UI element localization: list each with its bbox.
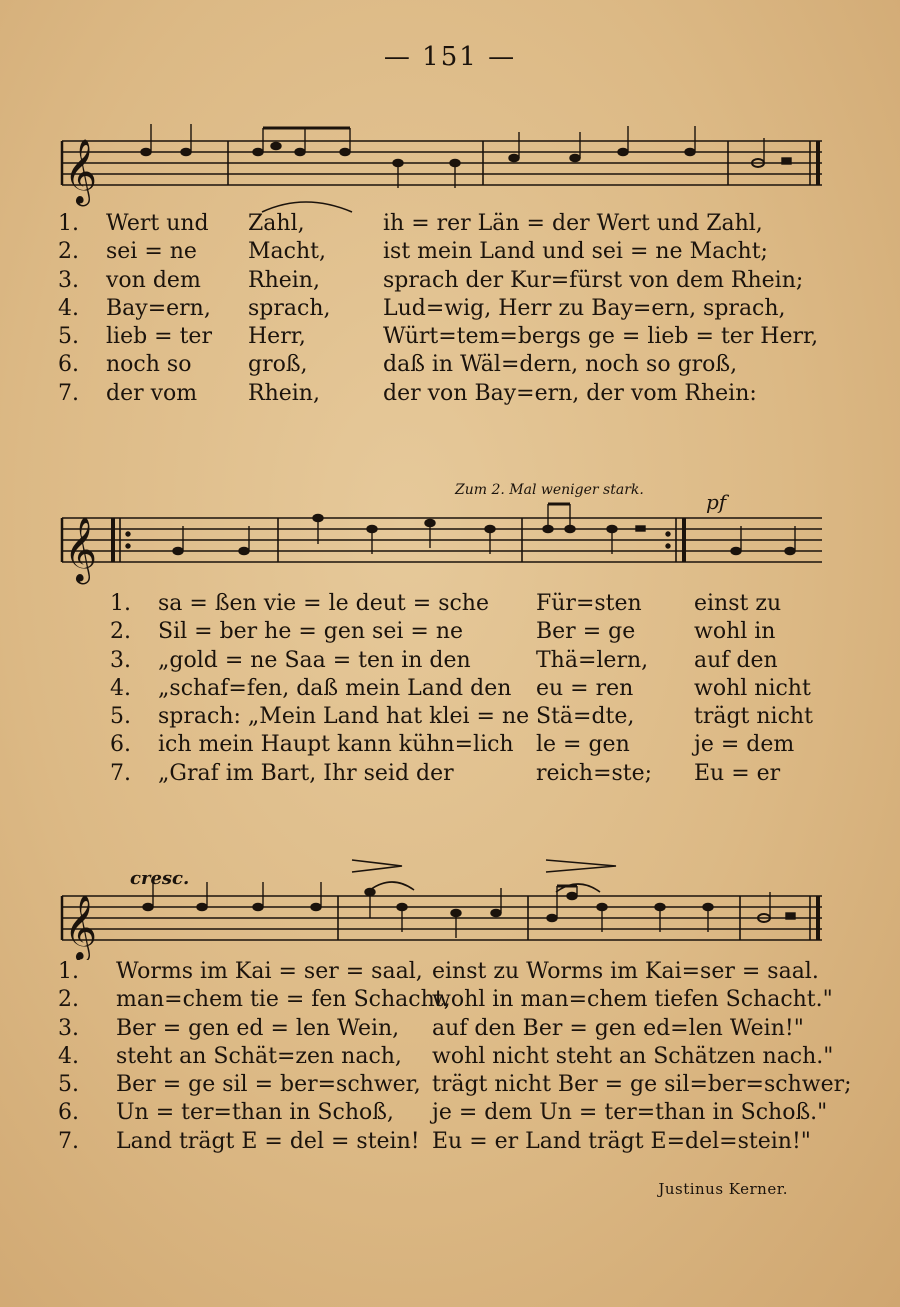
lyric-fragment: 1.	[110, 591, 131, 616]
lyric-fragment: 4.	[58, 295, 79, 321]
lyric-fragment: 6.	[58, 352, 79, 378]
lyric-fragment: ist mein Land und sei = ne Macht;	[383, 239, 768, 265]
lyric-fragment: Un = ter=than in Schoß,	[116, 1100, 394, 1126]
lyric-fragment: lieb = ter	[106, 324, 212, 350]
lyric-fragment: eu = ren	[536, 675, 634, 701]
lyric-fragment: Thä=lern,	[536, 647, 649, 673]
lyric-fragment: Herr,	[248, 324, 306, 350]
lyric-fragment: wohl in man=chem tiefen Schacht."	[432, 987, 833, 1013]
lyric-fragment: le = gen	[536, 732, 630, 758]
lyric-fragment: Stä=dte,	[536, 704, 635, 730]
lyric-line-4	[58, 295, 838, 323]
lyric-line-2	[58, 986, 848, 1014]
lyrics-block-3	[58, 958, 852, 1156]
lyric-fragment: Eu = er	[694, 760, 781, 786]
lyric-fragment: Zahl,	[248, 211, 305, 236]
lyric-line-3	[58, 267, 838, 295]
lyric-fragment: 2.	[58, 987, 79, 1013]
lyric-fragment: trägt nicht	[694, 704, 813, 730]
lyric-fragment: Ber = ge	[536, 619, 636, 645]
lyric-fragment: Land trägt E = del = stein!	[116, 1128, 420, 1154]
lyric-fragment: 5.	[58, 324, 79, 350]
lyric-fragment: wohl nicht steht an Schätzen nach."	[432, 1043, 834, 1069]
lyric-fragment: trägt nicht Ber = ge sil=ber=schwer;	[432, 1072, 852, 1098]
lyric-fragment: reich=ste;	[536, 760, 653, 786]
lyric-fragment: Ber = ge sil = ber=schwer,	[116, 1072, 421, 1098]
lyric-fragment: 5.	[58, 1072, 79, 1098]
lyric-line-7	[58, 380, 838, 408]
lyric-fragment: Bay=ern,	[106, 295, 211, 321]
lyric-fragment: Ber = gen ed = len Wein,	[116, 1015, 400, 1041]
lyric-fragment: ih = rer Län = der Wert und Zahl,	[383, 211, 763, 236]
lyric-fragment: 1.	[58, 211, 79, 236]
lyric-fragment: 5.	[110, 704, 131, 730]
lyric-line-3	[58, 647, 838, 675]
lyric-fragment: je = dem	[694, 732, 795, 758]
lyric-fragment: wohl nicht	[694, 675, 811, 701]
lyric-fragment: der von Bay=ern, der vom Rhein:	[383, 380, 757, 406]
lyric-fragment: daß in Wäl=dern, noch so groß,	[383, 352, 738, 378]
lyric-fragment: sa = ßen vie = le deut = sche	[158, 591, 489, 616]
treble-clef-icon: 𝄞	[64, 139, 98, 204]
lyric-fragment: sprach: „Mein Land hat klei = ne	[158, 704, 530, 730]
lyric-fragment: 7.	[110, 760, 131, 786]
lyric-line-4	[58, 675, 838, 703]
lyric-fragment: „gold = ne Saa = ten in den	[158, 647, 471, 673]
lyric-fragment: 6.	[110, 732, 131, 758]
lyric-fragment: 2.	[110, 619, 131, 645]
page-number: — 151 —	[383, 42, 517, 72]
lyric-fragment: 2.	[58, 239, 79, 265]
lyric-fragment: auf den	[694, 647, 778, 673]
lyrics-block-2	[58, 590, 838, 788]
lyric-line-5	[58, 1071, 852, 1099]
treble-clef-icon: 𝄞	[64, 517, 98, 582]
author-credit: Justinus Kerner.	[658, 1180, 788, 1198]
lyric-fragment: „schaf=fen, daß mein Land den	[158, 675, 512, 701]
lyric-fragment: Lud=wig, Herr zu Bay=ern, sprach,	[383, 295, 786, 321]
lyric-fragment: Für=sten	[536, 591, 642, 616]
lyric-line-5	[58, 323, 838, 351]
lyric-fragment: von dem	[106, 267, 201, 293]
lyric-line-1	[58, 210, 838, 238]
lyric-fragment: Eu = er Land trägt E=del=stein!"	[432, 1128, 811, 1154]
lyric-fragment: 6.	[58, 1100, 79, 1126]
lyric-line-6	[58, 731, 838, 759]
lyric-fragment: Würt=tem=bergs ge = lieb = ter Herr,	[383, 324, 819, 350]
lyric-fragment: je = dem Un = ter=than in Schoß."	[432, 1100, 828, 1126]
lyric-fragment: „Graf im Bart, Ihr seid der	[158, 760, 454, 786]
lyric-fragment: 3.	[58, 1015, 79, 1041]
lyric-fragment: 4.	[58, 1043, 79, 1069]
lyric-fragment: ich mein Haupt kann kühn=lich	[158, 732, 514, 758]
lyric-fragment: 7.	[58, 1128, 79, 1154]
lyric-fragment: Worms im Kai = ser = saal,	[116, 959, 423, 984]
lyrics-block-1	[58, 210, 838, 408]
lyric-line-3	[58, 1015, 848, 1043]
lyric-line-6	[58, 351, 838, 379]
lyric-fragment: wohl in	[694, 619, 776, 645]
lyric-fragment: einst zu Worms im Kai=ser = saal.	[432, 959, 819, 984]
lyric-line-1	[58, 590, 838, 618]
lyric-line-6	[58, 1099, 848, 1127]
lyric-fragment: steht an Schät=zen nach,	[116, 1043, 402, 1069]
dynamic-marking-pf: pf	[706, 490, 727, 514]
lyric-fragment: sprach der Kur=fürst von dem Rhein;	[383, 267, 804, 293]
lyric-fragment: Rhein,	[248, 267, 320, 293]
lyric-fragment: 7.	[58, 380, 79, 406]
lyric-fragment: man=chem tie = fen Schacht,	[116, 987, 451, 1013]
lyric-line-2	[58, 238, 838, 266]
performance-direction: Zum 2. Mal weniger stark.	[455, 482, 644, 498]
lyric-fragment: noch so	[106, 352, 192, 378]
lyric-fragment: 4.	[110, 675, 131, 701]
lyric-fragment: sprach,	[248, 295, 331, 321]
lyric-fragment: der vom	[106, 380, 198, 406]
lyric-line-7	[58, 760, 838, 788]
lyric-fragment: 3.	[58, 267, 79, 293]
lyric-line-7	[58, 1128, 848, 1156]
lyric-fragment: Rhein,	[248, 380, 320, 406]
music-staff-3	[0, 850, 900, 960]
lyric-fragment: Sil = ber he = gen sei = ne	[158, 619, 464, 645]
lyric-fragment: auf den Ber = gen ed=len Wein!"	[432, 1015, 804, 1041]
music-staff-2	[0, 490, 900, 590]
lyric-line-1	[58, 958, 848, 986]
lyric-line-4	[58, 1043, 848, 1071]
lyric-fragment: Wert und	[106, 211, 209, 236]
lyric-fragment: 3.	[110, 647, 131, 673]
lyric-fragment: 1.	[58, 959, 79, 984]
lyric-line-5	[58, 703, 838, 731]
lyric-fragment: Macht,	[248, 239, 326, 265]
lyric-fragment: sei = ne	[106, 239, 197, 265]
lyric-fragment: einst zu	[694, 591, 782, 616]
lyric-fragment: groß,	[248, 352, 308, 378]
dynamic-marking-cresc: cresc.	[130, 868, 190, 889]
treble-clef-icon: 𝄞	[64, 895, 98, 960]
lyric-line-2	[58, 618, 838, 646]
